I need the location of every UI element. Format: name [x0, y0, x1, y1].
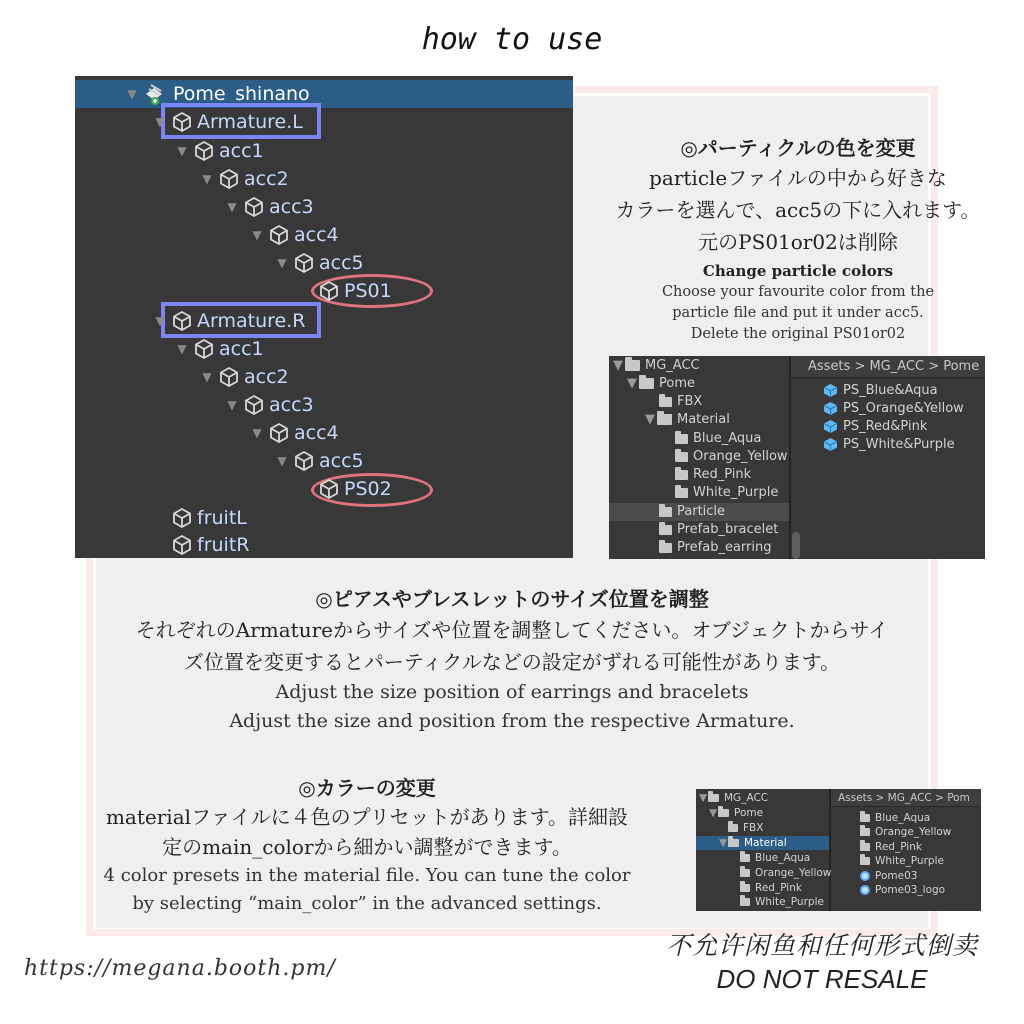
gameobject-icon	[268, 422, 290, 444]
expand-arrow-icon[interactable]: ▼	[177, 144, 187, 158]
folder-icon	[740, 898, 750, 906]
gameobject-icon	[293, 450, 315, 472]
expand-arrow-icon[interactable]: ▼	[645, 412, 655, 427]
section-text-en: Delete the original PS01or02	[690, 326, 906, 342]
section-text: particleファイルの中から好きな	[649, 166, 947, 190]
tree-label: Prefab_earring	[677, 540, 772, 555]
hierarchy-label: fruitR	[197, 534, 250, 556]
hierarchy-label: Armature.L	[197, 111, 303, 133]
tree-label: Material	[677, 412, 730, 427]
folder-open-icon	[708, 794, 719, 802]
asset-label: Red_Pink	[875, 841, 922, 853]
asset-label: PS_Red&Pink	[843, 419, 928, 434]
pane-divider[interactable]	[789, 356, 791, 559]
tree-label: White_Purple	[693, 485, 779, 500]
hierarchy-item-acc5[interactable]	[271, 249, 364, 277]
hierarchy-item-acc3[interactable]	[221, 193, 314, 221]
tree-label: Blue_Aqua	[693, 431, 762, 446]
resale-notice-jp: 不允许闲鱼和任何形式倒卖	[665, 931, 978, 960]
asset-item[interactable]	[823, 437, 955, 452]
tree-label: MG_ACC	[724, 792, 769, 804]
folder-icon	[740, 854, 750, 862]
expand-arrow-icon[interactable]: ▼	[227, 398, 237, 412]
tree-label: Red_Pink	[693, 467, 752, 482]
hierarchy-item-acc4-r[interactable]	[246, 419, 339, 447]
gameobject-icon	[243, 196, 265, 218]
gameobject-icon	[171, 507, 193, 529]
folder-icon	[659, 525, 672, 535]
section-heading: ◎カラーの変更	[298, 776, 436, 800]
asset-label: White_Purple	[875, 855, 944, 867]
expand-arrow-icon[interactable]: ▼	[252, 228, 262, 242]
page-title: how to use	[421, 22, 603, 57]
tree-label: MG_ACC	[645, 358, 700, 373]
hierarchy-item-fruit-r[interactable]	[171, 531, 249, 558]
hierarchy-item-acc2-r[interactable]	[196, 363, 289, 391]
tree-item-white-purple[interactable]	[740, 896, 824, 908]
section-text-en: particle file and put it under acc5.	[672, 305, 924, 321]
hierarchy-item-acc1[interactable]	[171, 137, 264, 165]
folder-icon	[860, 843, 870, 851]
asset-item[interactable]	[860, 826, 951, 838]
folder-icon	[860, 814, 870, 822]
asset-item[interactable]	[823, 401, 964, 416]
project-window-particle	[609, 356, 985, 559]
section-text: 元のPS01or02は削除	[698, 230, 898, 254]
asset-item[interactable]	[823, 383, 938, 398]
asset-label: PS_Blue&Aqua	[843, 383, 938, 398]
gameobject-icon	[293, 252, 315, 274]
hierarchy-label: acc1	[219, 338, 264, 360]
section-size-position	[40, 584, 984, 736]
asset-label: PS_Orange&Yellow	[843, 401, 964, 416]
folder-open-icon	[718, 809, 729, 817]
hierarchy-item-ps02[interactable]	[318, 475, 392, 503]
tree-item-red-pink[interactable]	[740, 882, 802, 894]
hierarchy-item-acc3-r[interactable]	[221, 391, 314, 419]
tree-item-orange-yellow[interactable]	[740, 867, 831, 879]
gameobject-icon	[193, 140, 215, 162]
section-text-en: Adjust the size and position from the respective Armature.	[229, 710, 795, 732]
tree-item-pome[interactable]	[625, 376, 695, 391]
hierarchy-item-armature-r[interactable]	[149, 307, 305, 335]
expand-arrow-icon[interactable]: ▼	[127, 87, 137, 101]
tree-label: Blue_Aqua	[755, 852, 811, 864]
gameobject-icon	[218, 366, 240, 388]
asset-label: Orange_Yellow	[875, 826, 952, 838]
expand-arrow-icon[interactable]: ▼	[627, 376, 637, 391]
gameobject-icon	[171, 310, 193, 332]
tree-item-pome[interactable]	[708, 807, 763, 819]
hierarchy-item-armature-l[interactable]	[149, 108, 303, 136]
hierarchy-label: acc2	[244, 168, 289, 190]
hierarchy-item-fruit-l[interactable]	[171, 504, 247, 532]
section-particle-color	[578, 134, 1018, 345]
folder-icon	[675, 452, 688, 462]
pane-divider[interactable]	[829, 789, 831, 911]
asset-label: Pome03	[875, 870, 918, 882]
section-text-en: Choose your favourite color from the	[661, 284, 935, 300]
folder-icon	[675, 488, 688, 498]
expand-arrow-icon[interactable]: ▼	[155, 115, 165, 129]
hierarchy-label: Armature.R	[197, 310, 306, 332]
tree-label: FBX	[677, 394, 703, 409]
tree-label: Particle	[677, 504, 726, 519]
expand-arrow-icon[interactable]: ▼	[202, 172, 212, 186]
tree-item-blue-aqua[interactable]	[740, 852, 810, 864]
asset-item[interactable]	[860, 812, 930, 824]
expand-arrow-icon[interactable]: ▼	[718, 837, 728, 849]
folder-open-icon	[728, 839, 739, 847]
hierarchy-item-acc4[interactable]	[246, 221, 339, 249]
gameobject-icon	[171, 534, 193, 556]
hierarchy-item-ps01[interactable]	[318, 277, 392, 305]
folder-icon	[675, 470, 688, 480]
section-text: カラーを選んで、acc5の下に入れます。	[615, 198, 981, 222]
folder-open-icon	[625, 360, 640, 371]
folder-icon	[728, 824, 738, 832]
gameobject-icon	[268, 224, 290, 246]
expand-arrow-icon[interactable]: ▼	[252, 426, 262, 440]
asset-label: Blue_Aqua	[875, 812, 931, 824]
section-heading: ◎パーティクルの色を変更	[680, 136, 916, 160]
resale-notice-en: DO NOT RESALE	[716, 964, 928, 994]
section-heading: ◎ピアスやブレスレットのサイズ位置を調整	[315, 587, 709, 611]
expand-arrow-icon[interactable]: ▼	[708, 807, 718, 819]
gameobject-icon	[218, 168, 240, 190]
tree-label: Orange_Yellow	[755, 867, 832, 879]
expand-arrow-icon[interactable]: ▼	[202, 370, 212, 384]
tree-item-material[interactable]	[718, 837, 787, 849]
asset-item[interactable]	[823, 419, 927, 434]
tree-item-red-pink[interactable]	[675, 467, 751, 482]
folder-icon	[659, 543, 672, 553]
scrollbar[interactable]	[792, 532, 800, 559]
hierarchy-label: acc5	[319, 252, 364, 274]
tree-item-particle[interactable]	[659, 504, 725, 519]
folder-icon	[659, 507, 672, 517]
tree-label: Prefab_bracelet	[677, 522, 779, 537]
tree-item-fbx[interactable]	[659, 394, 702, 409]
hierarchy-item-acc1-r[interactable]	[171, 335, 264, 363]
folder-open-icon	[639, 378, 654, 389]
hierarchy-label: acc3	[269, 196, 314, 218]
hierarchy-label: PS02	[344, 478, 392, 500]
tree-item-white-purple[interactable]	[675, 485, 778, 500]
asset-item[interactable]	[860, 870, 917, 882]
material-icon	[860, 871, 870, 881]
expand-arrow-icon[interactable]: ▼	[277, 454, 287, 468]
section-text: materialファイルに４色のプリセットがあります。詳細設	[105, 805, 629, 829]
tree-item-prefab-bracelet[interactable]	[659, 522, 778, 537]
expand-arrow-icon[interactable]: ▼	[613, 358, 623, 373]
hierarchy-item-acc5-r[interactable]	[271, 447, 364, 475]
gameobject-icon	[171, 111, 193, 133]
folder-icon	[659, 397, 672, 407]
tree-item-prefab-earring[interactable]	[659, 540, 772, 555]
gameobject-icon	[243, 394, 265, 416]
expand-arrow-icon[interactable]: ▼	[277, 256, 287, 270]
hierarchy-label: acc5	[319, 450, 364, 472]
booth-url: https://megana.booth.pm/	[24, 956, 336, 981]
tree-item-material[interactable]	[643, 412, 730, 427]
breadcrumb[interactable]: Assets > MG_ACC > Pom	[838, 792, 970, 804]
prefab-icon	[823, 383, 838, 398]
tree-item-fbx[interactable]	[728, 822, 763, 834]
section-text-en: by selecting “main_color” in the advanced settings.	[132, 893, 602, 914]
tree-item-mg-acc[interactable]	[611, 358, 700, 373]
prefab-icon	[823, 437, 838, 452]
tree-label: Material	[744, 837, 787, 849]
hierarchy-label: acc4	[294, 224, 339, 246]
gameobject-icon	[318, 478, 340, 500]
folder-icon	[740, 884, 750, 892]
section-text: 定のmain_colorから細かい調整ができます。	[162, 835, 572, 859]
folder-icon	[860, 828, 870, 836]
asset-item[interactable]	[860, 884, 945, 896]
hierarchy-label: acc2	[244, 366, 289, 388]
section-text-en: 4 color presets in the material file. You can tune the color	[103, 865, 631, 886]
asset-item[interactable]	[860, 841, 922, 853]
prefab-icon	[823, 401, 838, 416]
tree-label: FBX	[743, 822, 764, 834]
section-color-change	[36, 774, 698, 918]
asset-label: PS_White&Purple	[843, 437, 955, 452]
asset-label: Pome03_logo	[875, 884, 946, 896]
hierarchy-item-acc2[interactable]	[196, 165, 289, 193]
tree-label: Pome	[734, 807, 764, 819]
tree-label: Pome	[659, 376, 695, 391]
hierarchy-label: acc1	[219, 140, 264, 162]
section-text: ズ位置を変更するとパーティクルなどの設定がずれる可能性があります。	[183, 650, 841, 674]
hierarchy-label: Pome_shinano	[173, 83, 310, 105]
folder-icon	[860, 857, 870, 865]
expand-arrow-icon[interactable]: ▼	[698, 792, 708, 804]
gameobject-icon	[318, 280, 340, 302]
tree-item-orange-yellow[interactable]	[675, 449, 788, 464]
prefab-icon	[823, 419, 838, 434]
hierarchy-window	[75, 76, 573, 558]
tree-item-mg-acc[interactable]	[698, 792, 768, 804]
tree-label: White_Purple	[755, 896, 824, 908]
expand-arrow-icon[interactable]: ▼	[227, 200, 237, 214]
breadcrumb[interactable]: Assets > MG_ACC > Pome	[808, 359, 980, 374]
section-heading-en: Change particle colors	[702, 262, 894, 280]
tree-item-blue-aqua[interactable]	[675, 431, 761, 446]
hierarchy-label: acc3	[269, 394, 314, 416]
asset-item[interactable]	[860, 855, 944, 867]
folder-icon	[740, 869, 750, 877]
tree-label: Orange_Yellow	[693, 449, 788, 464]
expand-arrow-icon[interactable]: ▼	[155, 314, 165, 328]
hierarchy-label: acc4	[294, 422, 339, 444]
gameobject-icon	[193, 338, 215, 360]
project-window-material	[696, 789, 981, 911]
hierarchy-label: PS01	[344, 280, 392, 302]
tree-label: Red_Pink	[755, 882, 802, 894]
hierarchy-label: fruitL	[197, 507, 247, 529]
expand-arrow-icon[interactable]: ▼	[177, 342, 187, 356]
section-text-en: Adjust the size position of earrings and bracelets	[275, 681, 749, 703]
folder-open-icon	[657, 414, 672, 425]
material-icon	[860, 885, 870, 895]
folder-icon	[675, 434, 688, 444]
section-text: それぞれのArmatureからサイズや位置を調整してください。オブジェクトからサイ	[135, 618, 889, 642]
